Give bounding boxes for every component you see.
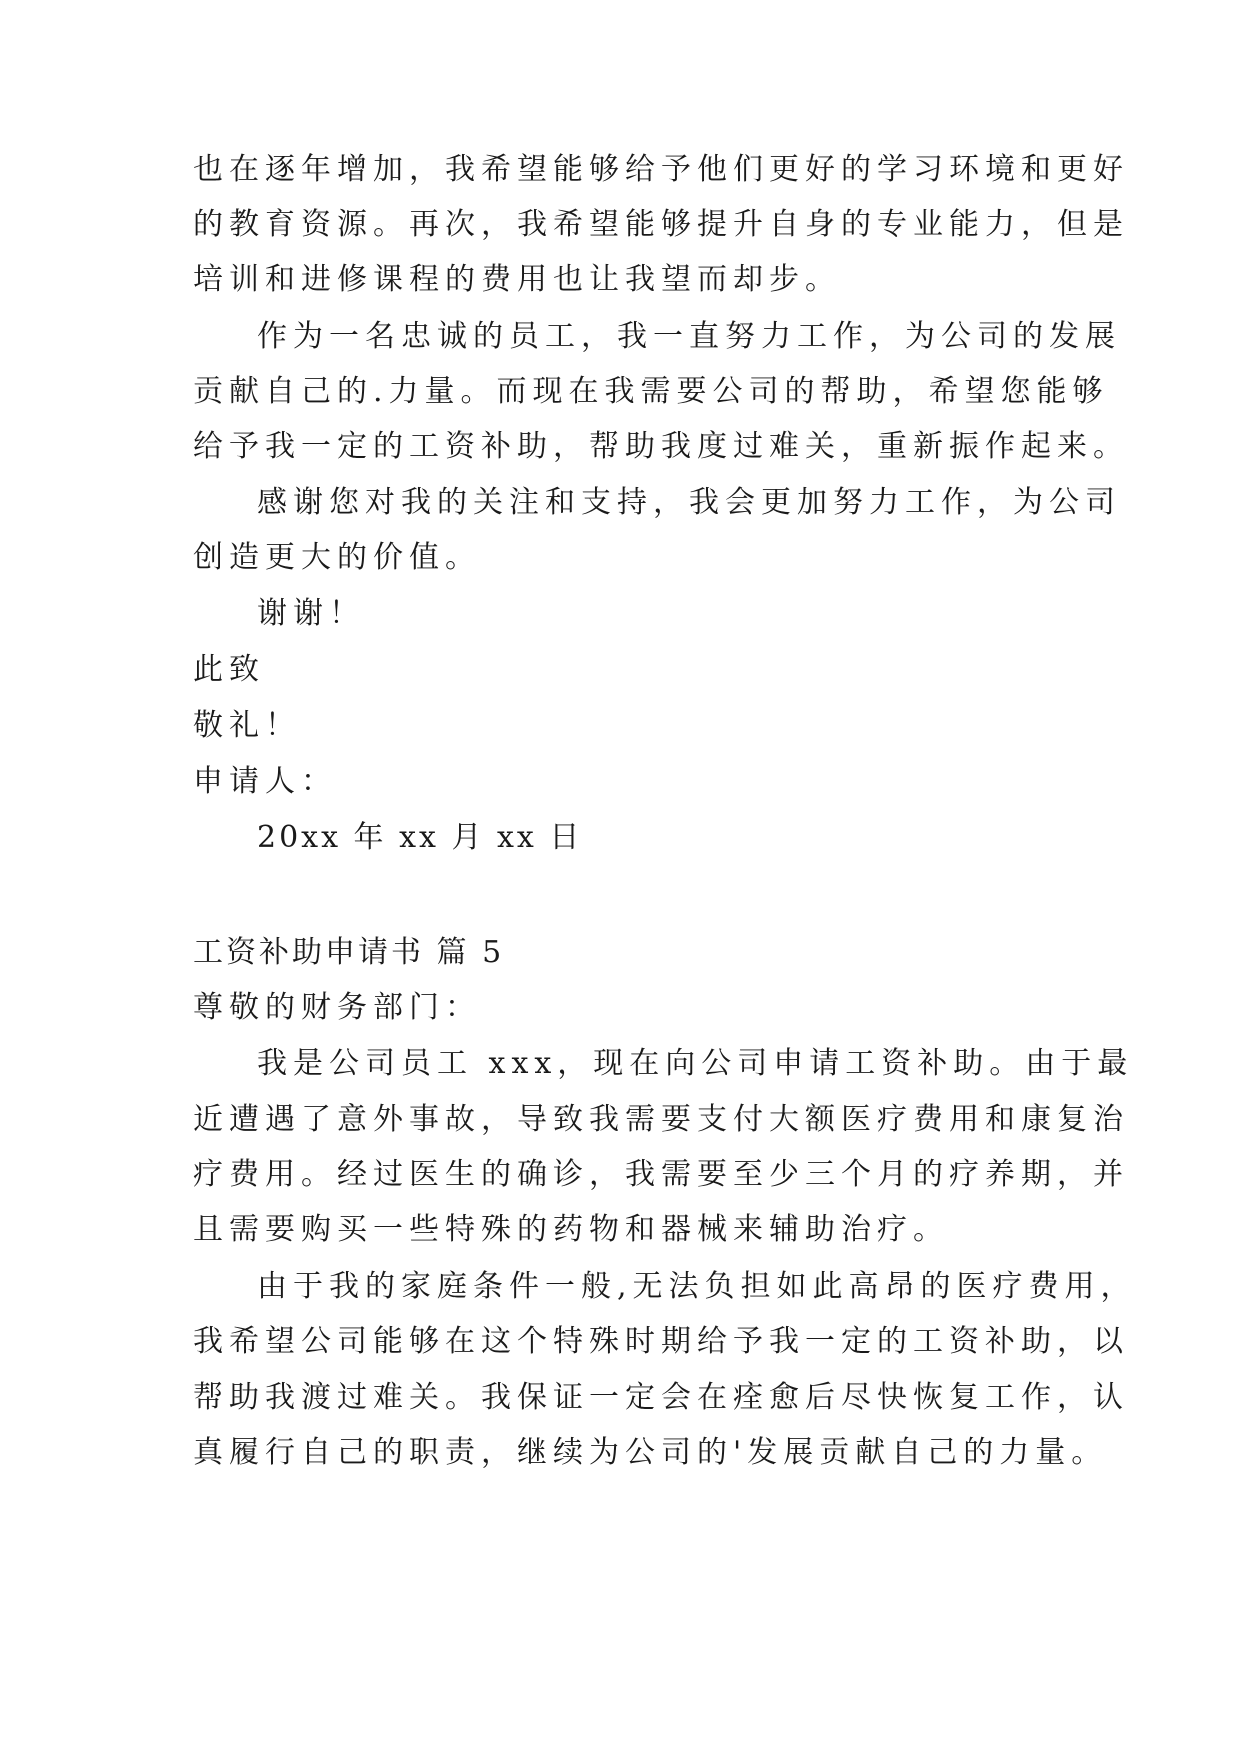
paragraph-line: 真履行自己的职责，继续为公司的'发展贡献自己的力量。 (193, 1435, 1108, 1470)
paragraph-line: 给予我一定的工资补助，帮助我度过难关，重新振作起来。 (193, 429, 1129, 464)
paragraph-line: 近遭遇了意外事故，导致我需要支付大额医疗费用和康复治 (193, 1102, 1129, 1137)
section-title: 工资补助申请书 篇 5 (193, 935, 505, 970)
paragraph-line: 且需要购买一些特殊的药物和器械来辅助治疗。 (193, 1212, 949, 1247)
paragraph-line: 我希望公司能够在这个特殊时期给予我一定的工资补助，以 (193, 1324, 1129, 1359)
paragraph-line: 我是公司员工 xxx，现在向公司申请工资补助。由于最 (257, 1046, 1134, 1081)
paragraph-line: 的教育资源。再次，我希望能够提升自身的专业能力，但是 (193, 207, 1129, 242)
closing-line: 此致 (193, 652, 265, 687)
paragraph-line: 创造更大的价值。 (193, 540, 481, 575)
paragraph-line: 帮助我渡过难关。我保证一定会在痊愈后尽快恢复工作，认 (193, 1380, 1129, 1415)
applicant-line: 申请人： (193, 764, 337, 799)
date-line: 20xx 年 xx 月 xx 日 (257, 820, 583, 855)
paragraph-line: 疗费用。经过医生的确诊，我需要至少三个月的疗养期，并 (193, 1157, 1129, 1192)
paragraph-line: 作为一名忠诚的员工，我一直努力工作，为公司的发展 (257, 319, 1121, 354)
paragraph-line: 也在逐年增加，我希望能够给予他们更好的学习环境和更好 (193, 152, 1129, 187)
paragraph-line: 由于我的家庭条件一般,无法负担如此高昂的医疗费用， (257, 1269, 1137, 1304)
thanks-line: 谢谢！ (257, 596, 365, 631)
paragraph-line: 贡献自己的.力量。而现在我需要公司的帮助，希望您能够 (193, 374, 1109, 409)
greeting-line: 尊敬的财务部门： (193, 990, 481, 1025)
paragraph-line: 感谢您对我的关注和支持，我会更加努力工作，为公司 (257, 485, 1121, 520)
salutation-line: 敬礼！ (193, 708, 301, 743)
paragraph-line: 培训和进修课程的费用也让我望而却步。 (193, 262, 841, 297)
